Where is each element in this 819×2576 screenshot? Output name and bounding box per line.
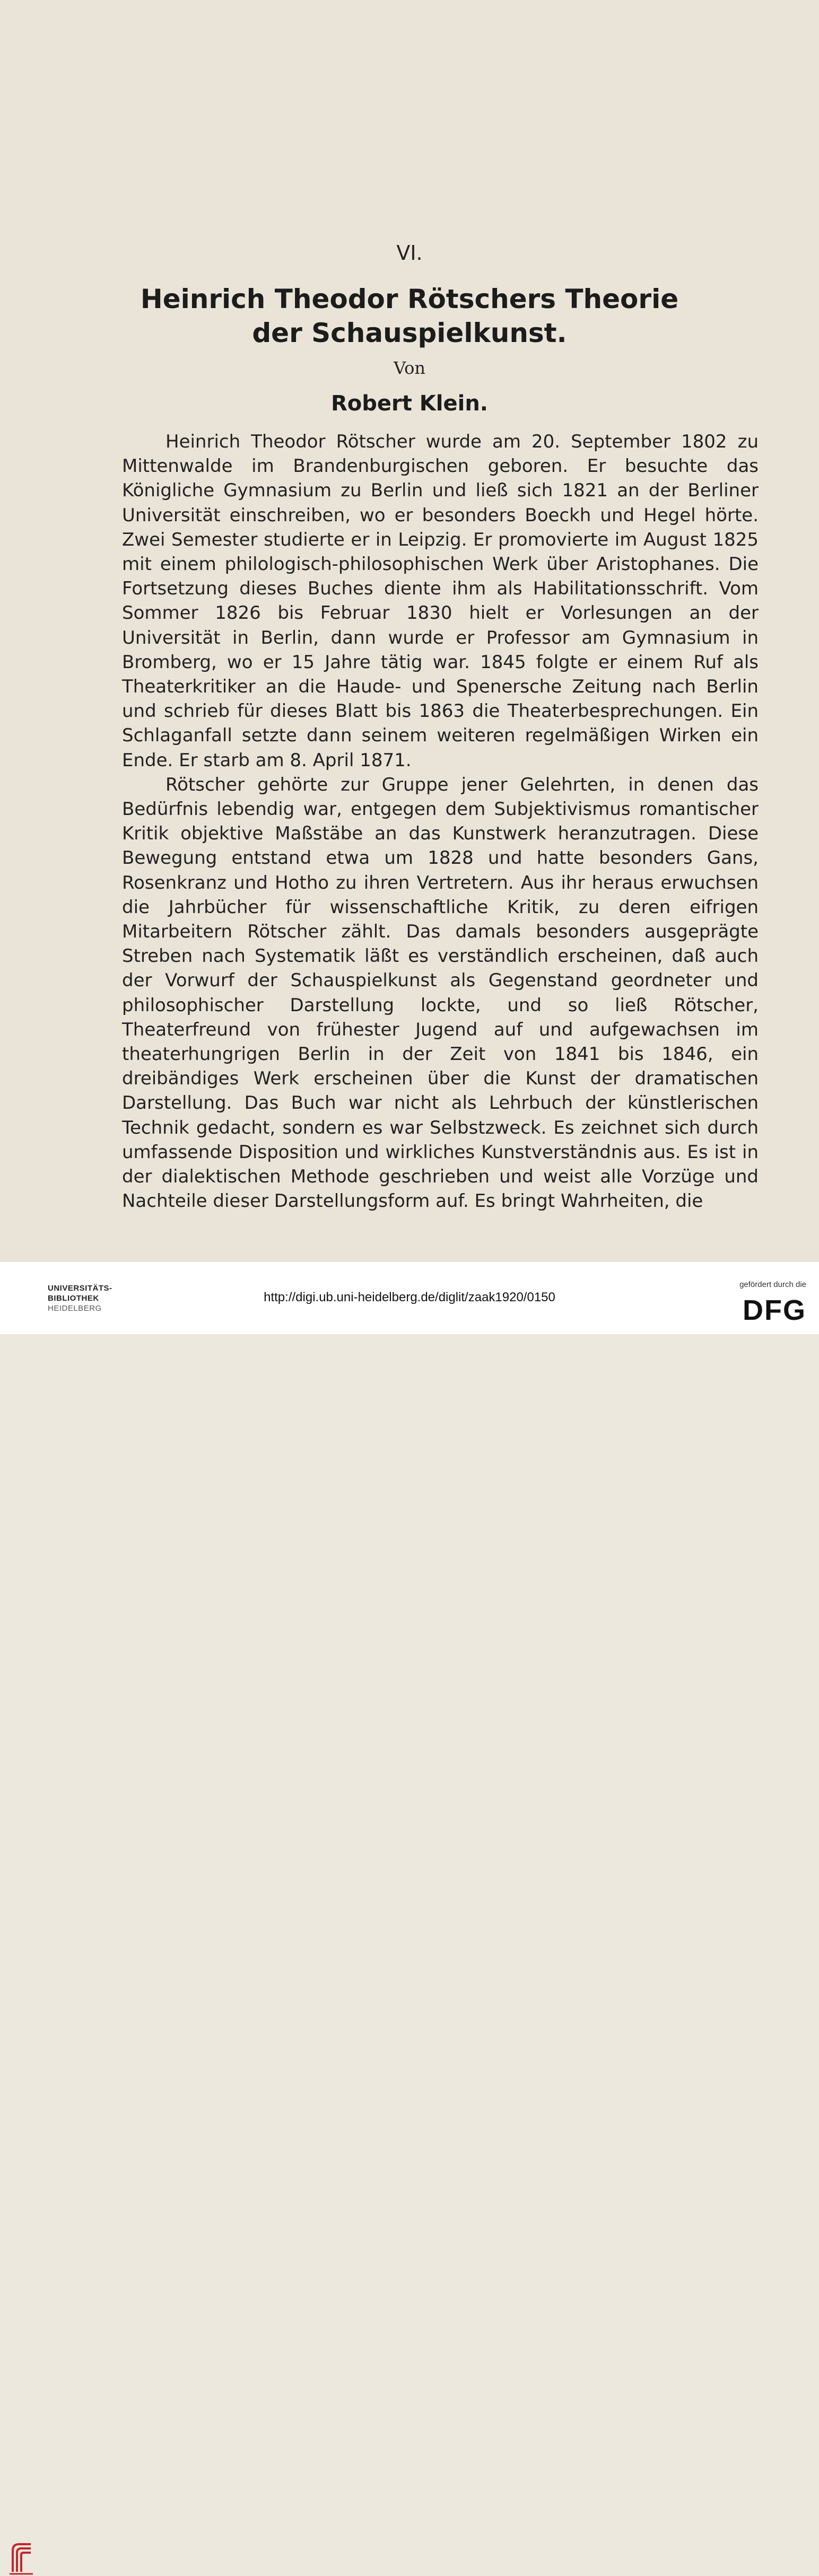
bleed-through-text <box>122 93 759 262</box>
library-line-1: UNIVERSITÄTS- <box>48 1284 112 1293</box>
byline: Von <box>393 358 426 378</box>
paragraph-2: Rötscher gehörte zur Gruppe jener Gelehrten, in denen das Bedürfnis lebendig war, entgegen dem Subjektivismus romantischer Kritik objektive Maßstäbe an das Kunstwerk heranzutragen. Diese Bewegung entstand etwa um 1828 und hatte besonders Gans, Rosenkranz und Hotho zu ihren Vertretern. Aus ihr heraus erwuchsen die Jahrbücher für wissenschaftliche Kritik, zu deren eifrigen Mitarbeitern Rötscher zählt. Das damals besonders ausgeprägte Streben nach Systematik läßt es verständlich erscheinen, daß auch der Vorwurf der Schauspielkunst als Gegenstand geordneter und philosophischer Darstellung lockte, und so ließ Rötscher, Theaterfreund von frühester Jugend auf und aufgewachsen im theaterhungrigen Berlin in der Zeit von 1841 bis 1846, ein dreibändiges Werk erscheinen über die Kunst der dramatischen Darstellung. Das Buch war nicht als Lehrbuch der künstlerischen Technik gedacht, sondern es war Selbstzweck. Es zeichnet sich durch umfassende Disposition und wirkliches Kunstverständnis aus. Es ist in der dialektischen Methode geschrieben und weist alle Vorzüge und Nachteile dieser Darstellungsform auf. Es bringt Wahrheiten, die <box>122 774 759 1212</box>
scanned-page <box>0 0 819 1262</box>
library-logo-icon <box>7 2540 35 2576</box>
title-line-2: der Schauspielkunst. <box>252 318 567 348</box>
funder-label: gefördert durch die <box>739 1280 806 1289</box>
library-line-2: BIBLIOTHEK <box>48 1294 99 1303</box>
author-name: Robert Klein. <box>330 391 489 416</box>
article-title <box>0 282 819 350</box>
title-line-1: Heinrich Theodor Rötschers Theorie <box>140 284 679 314</box>
chapter-number: VI. <box>396 241 423 265</box>
body-text <box>122 430 759 1214</box>
permalink[interactable]: http://digi.ub.uni-heidelberg.de/diglit/zaak1920/0150 <box>264 1290 555 1304</box>
dfg-logo: DFG <box>743 1294 806 1326</box>
library-line-3: HEIDELBERG <box>48 1304 102 1313</box>
paragraph-1: Heinrich Theodor Rötscher wurde am 20. September 1802 zu Mittenwalde im Brandenburgischen geboren. Er besuchte das Königliche Gymnasium zu Berlin und ließ sich 1821 an der Berliner Universität einschreiben, wo er besonders Boeckh und Hegel hörte. Zwei Semester studierte er in Leipzig. Er promovierte im August 1825 mit einem philologisch-philosophischen Werk über Aristophanes. Die Fortsetzung dieses Buches diente ihm als Habilitationsschrift. Vom Sommer 1826 bis Februar 1830 hielt er Vorlesungen an der Universität in Berlin, dann wurde er Professor am Gymnasium in Bromberg, wo er 15 Jahre tätig war. 1845 folgte er einem Ruf als Theaterkritiker an die Haude- und Spenersche Zeitung nach Berlin und schrieb für dieses Blatt bis 1863 die Theaterbesprechungen. Ein Schlaganfall setzte dann seinem weiteren regelmäßigen Wirken ein Ende. Er starb am 8. April 1871. <box>122 431 759 771</box>
